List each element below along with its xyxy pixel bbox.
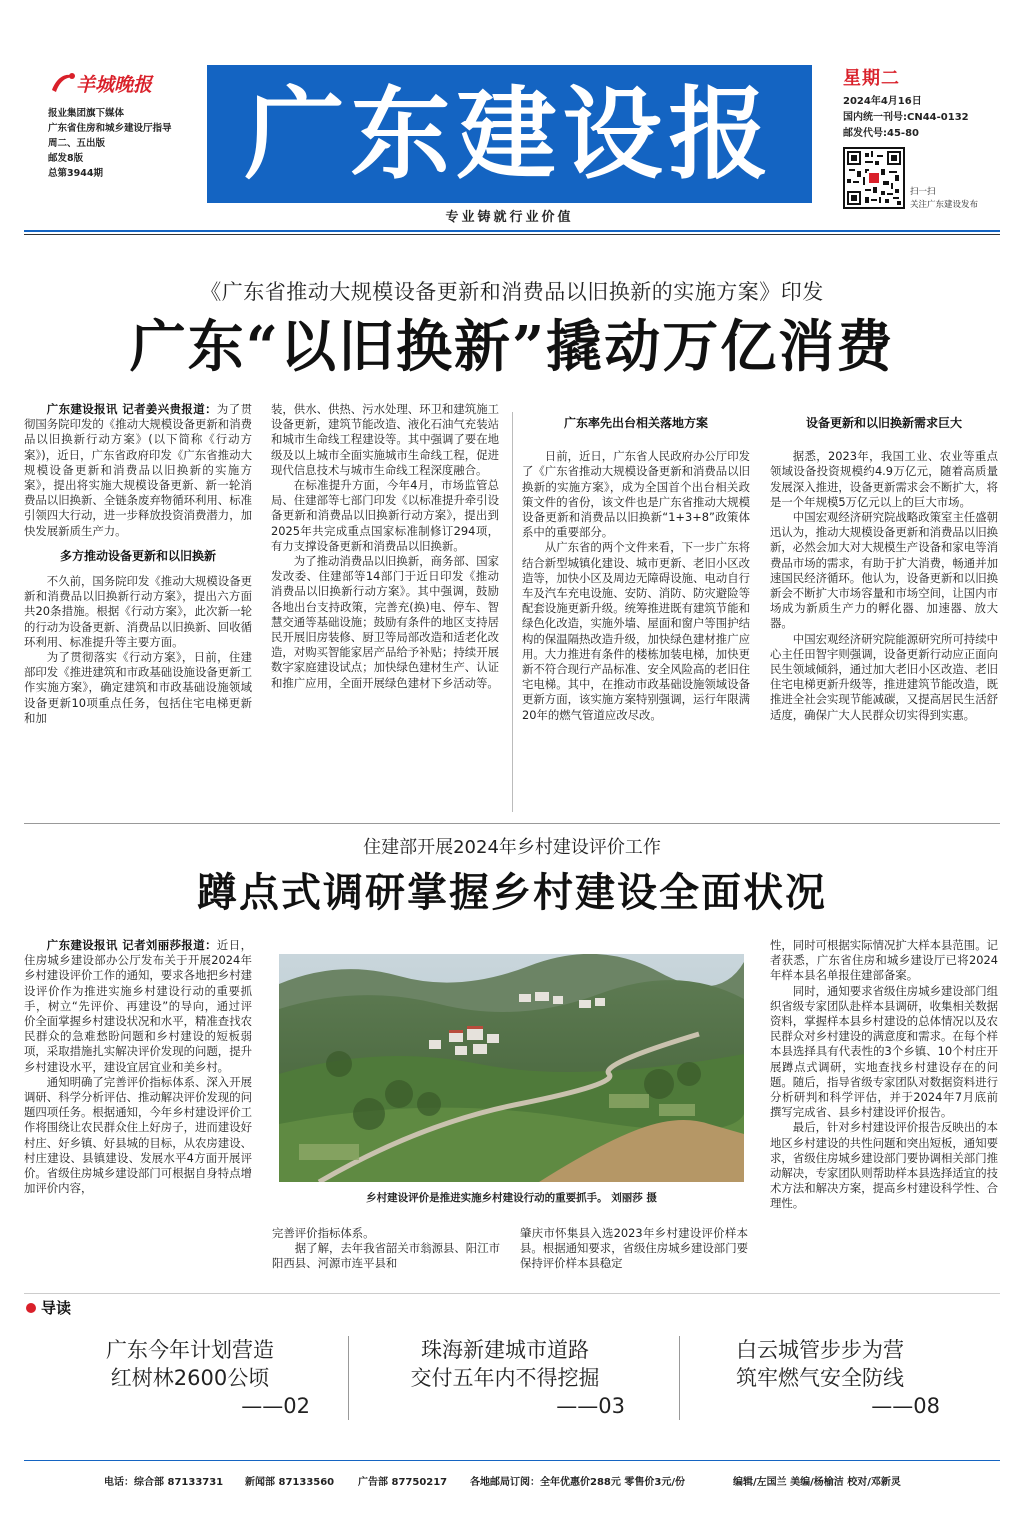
- guide-title: 导读: [41, 1299, 72, 1317]
- meta-line: 邮发8版: [48, 153, 84, 164]
- article2-paragraph: 完善评价指标体系。: [272, 1226, 375, 1240]
- article1-paragraph: 日前，近日，广东省人民政府办公厅印发了《广东省推动大规模设备更新和消费品以旧换新的实施方案》，成为全国首个出台相关政策文件的省份，该文件也是广东省推动大规模设备更新和消费品以旧换新“1+3+8”政策体系中的重要部分。: [522, 449, 750, 540]
- meta-line: 报业集团旗下媒体: [48, 108, 125, 119]
- guide-item-line2: 筑牢燃气安全防线: [736, 1366, 904, 1390]
- postal-code: 邮发代号:45-80: [843, 128, 919, 139]
- guide-bullet-icon: [26, 1303, 36, 1313]
- newspaper-title: 广东建设报: [244, 75, 775, 193]
- article2-column-4: [770, 938, 998, 1278]
- qr-label-line2: 关注广东建设发布: [910, 200, 979, 210]
- masthead-right-meta: [843, 94, 969, 142]
- guide-separator: [348, 1336, 349, 1420]
- guide-item-line1: 广东今年计划营造: [106, 1338, 274, 1362]
- article1-paragraph: 不久前，国务院印发《推动大规模设备更新和消费品以旧换新行动方案》，提出六方面共20条措施。根据《行动方案》，此次新一轮的行动为设备更新、消费品以旧换新、回收循环利用、标准提升等主要方面。: [24, 574, 252, 649]
- article2-paragraph: 最后，针对乡村建设评价报告反映出的本地区乡村建设的共性问题和突出短板，通知要求，省级住房城乡建设部门要协调相关部门推动解决，专家团队则帮助样本县选择适宜的技术方法和解决方案，提高乡村建设科学性、合理性。: [770, 1120, 998, 1211]
- article1-paragraph: 为了贯彻落实《行动方案》，日前，住建部印发《推进建筑和市政基础设施设备更新工作实施方案》，确定建筑和市政基础设施领域设备更新10项重点任务，包括住宅电梯更新和加: [24, 650, 252, 725]
- article2-paragraph: 据了解，去年我省韶关市翁源县、阳江市阳西县、河源市连平县和: [272, 1241, 500, 1271]
- article1-column-1: [24, 402, 252, 812]
- footer-news: 新闻部 87133560: [245, 1477, 335, 1488]
- guide-item-page: ——03: [556, 1394, 625, 1418]
- masthead-motto: 专业铸就行业价值: [445, 210, 574, 225]
- article1-paragraph: 据悉，2023年，我国工业、农业等重点领域设备投资规模约4.9万亿元，随着高质量发展深入推进，设备更新需求会不断扩大，将是一个年规模5万亿元以上的巨大市场。: [770, 449, 998, 509]
- guide-item[interactable]: [355, 1336, 655, 1420]
- qr-label-line1: 扫一扫: [910, 187, 936, 197]
- article1-kicker: 《广东省推动大规模设备更新和消费品以旧换新的实施方案》印发: [200, 280, 824, 304]
- meta-line: 周二、五出版: [48, 138, 106, 149]
- guide-item-page: ——08: [871, 1394, 940, 1418]
- article1-paragraph: 为了贯彻国务院印发的《推动大规模设备更新和消费品以旧换新行动方案》(以下简称《行动方案》)，近日，广东省政府印发《广东省推动大规模设备更新和消费品以旧换新的实施方案》，提出将实施大规模设备更新、新一轮消费品以旧换新、全链条废弃物循环利用、标准引领四大行动，进一步释放投资消费潜力，加快发展新质生产力。: [24, 402, 252, 538]
- article2-paragraph: 近日，住房城乡建设部办公厅发布关于开展2024年乡村建设评价工作的通知，要求各地把乡村建设评价作为推进实施乡村建设行动的重要抓手，树立“先评价、再建设”的导向，通过评价全面掌握乡村建设状况和水平，精准查找农民群众的急难愁盼问题和乡村建设的短板弱项，采取措施扎实解决评价发现的问题，提升乡村建设水平，建设宜居宜业和美乡村。: [24, 938, 252, 1074]
- footer-editors: 编辑/左国兰 美编/杨榆洁 校对/邓新灵: [733, 1477, 901, 1488]
- article2-kicker: 住建部开展2024年乡村建设评价工作: [363, 837, 661, 858]
- meta-line: 总第3944期: [48, 168, 103, 179]
- article1-column-2: [271, 402, 499, 812]
- guide-item[interactable]: [670, 1336, 970, 1420]
- qr-code-icon[interactable]: [843, 147, 905, 209]
- guide-item[interactable]: [40, 1336, 340, 1420]
- masthead-divider: [24, 230, 1000, 232]
- qr-label: [910, 186, 978, 212]
- photo-caption: 乡村建设评价是推进实施乡村建设行动的重要抓手。 刘丽莎 摄: [366, 1192, 657, 1204]
- masthead-banner: [207, 65, 812, 203]
- footer-subscribe: 各地邮局订阅：全年优惠价288元 零售价3元/份: [470, 1477, 685, 1488]
- article1-column-4: [770, 408, 998, 812]
- article2-paragraph: 同时，通知要求省级住房城乡建设部门组织省级专家团队赴样本县调研，收集相关数据资料，掌握样本县乡村建设的总体情况以及农民群众对乡村建设的满意度和需求。在每个样本县选择具有代表性的3个乡镇、10个村庄开展蹲点式调研，实地查找乡村建设存在的问题。随后，指导省级专家团队对数据资料进行分析研判和科学评估，并于2024年7月底前撰写完成省、县乡村建设评价报告。: [770, 983, 998, 1120]
- article1-paragraph: 装，供水、供热、污水处理、环卫和建筑施工设备更新，建筑节能改造、液化石油气充装站和城市生命线工程建设等。其中强调了要在地级及以上城市全面实施城市生命线工程，促进现代信息技术与城市生命线工程深度融合。: [271, 402, 499, 477]
- guide-item-line2: 红树林2600公顷: [110, 1366, 270, 1390]
- article1-byline: 广东建设报讯 记者姜兴贵报道：: [46, 402, 217, 416]
- cn-number: 国内统一刊号:CN44-0132: [843, 112, 969, 123]
- meta-line: 广东省住房和城乡建设厅指导: [48, 123, 172, 134]
- logo-text: 羊城晚报: [76, 74, 153, 96]
- article1-paragraph: 中国宏观经济研究院战略政策室主任盛朝迅认为，推动大规模设备更新和消费品以旧换新，必然会加大对大规模生产设备和家电等消费品市场的需求，有助于扩大消费，畅通并加速国民经济循环。他认为，设备更新和以旧换新会不断扩大市场容量和市场空间，让国内市场成为新质生产力的孵化器、加速器、放大器。: [770, 510, 998, 631]
- article1-subhead: 广东率先出台相关落地方案: [563, 416, 708, 430]
- article1-column-3: [522, 408, 750, 812]
- yangcheng-logo: [48, 68, 178, 98]
- article2-paragraph: 性，同时可根据实际情况扩大样本县范围。记者获悉，广东省住房和城乡建设厅已将2024年样本县名单报住建部备案。: [770, 938, 998, 983]
- article2-column-2: [272, 1226, 500, 1276]
- guide-item-line1: 珠海新建城市道路: [421, 1338, 589, 1362]
- article2-paragraph: 通知明确了完善评价指标体系、深入开展调研、科学分析评估、推动解决评价发现的问题四项任务。根据通知，今年乡村建设评价工作将围绕让农民群众住上好房子，进而建设好村庄、好乡镇、好县城的目标，从农房建设、村庄建设、县镇建设、发展水平4方面开展评价。省级住房城乡建设部门可根据自身特点增加评价内容，: [24, 1074, 252, 1196]
- masthead-divider-thin: [24, 234, 1000, 235]
- guide-divider: [24, 1293, 1000, 1294]
- article1-subhead: 多方推动设备更新和以旧换新: [59, 548, 216, 563]
- issue-date: 2024年4月16日: [843, 96, 922, 107]
- guide-item-page: ——02: [241, 1394, 310, 1418]
- guide-item-line1: 白云城管步步为营: [736, 1338, 904, 1362]
- article2-headline: 蹲点式调研掌握乡村建设全面状况: [197, 869, 827, 916]
- guide-item-line2: 交付五年内不得挖掘: [410, 1366, 600, 1390]
- footer-phone: 电话：综合部 87133731: [104, 1477, 224, 1488]
- masthead-left-meta: [48, 106, 172, 181]
- village-photo: [279, 954, 744, 1182]
- article2-byline: 广东建设报讯 记者刘丽莎报道：: [46, 938, 217, 952]
- article1-headline: 广东“以旧换新”撬动万亿消费: [129, 314, 895, 380]
- article2-column-1: [24, 938, 252, 1278]
- article1-paragraph: 为了推动消费品以旧换新，商务部、国家发改委、住建部等14部门于近日印发《推动消费品以旧换新行动方案》。其中强调，鼓励各地出台支持政策，完善充(换)电、停车、智慧交通等基础设施；鼓励有条件的地区支持居民开展旧房装修、厨卫等局部改造和适老化改造，对购买智能家居产品给予补贴；持续开展数字家庭建设试点；加快绿色建材生产、认证和推广应用，全面开展绿色建材下乡活动等。: [271, 554, 499, 690]
- issue-weekday: 星期二: [843, 68, 900, 89]
- article1-subhead: 设备更新和以旧换新需求巨大: [805, 416, 962, 430]
- village-landscape-image: [279, 954, 744, 1182]
- footer-ads: 广告部 87750217: [358, 1477, 448, 1488]
- article2-column-3: [520, 1226, 748, 1276]
- article1-paragraph: 从广东省的两个文件来看，下一步广东将结合新型城镇化建设、城市更新、老旧小区改造等，加快小区及周边无障碍设施、电动自行车及汽车充电设施、安防、消防、防灾避险等配套设施更新升级。统筹推进既有建筑节能和绿色化改造，实施外墙、屋面和窗户等围护结构的保温隔热改造升级，加快绿色建材推广应用。大力推进有条件的楼栋加装电梯，加快更新不符合现行产品标准、安全风险高的老旧住宅电梯。其中，在推动市政基础设施领域设备更新方面，该实施方案特别强调，运行年限满20年的燃气管道应改尽改。: [522, 540, 750, 722]
- section-divider: [24, 823, 1000, 824]
- column-divider: [512, 412, 513, 812]
- article1-paragraph: 在标准提升方面，今年4月，市场监管总局、住建部等七部门印发《以标准提升牵引设备更新和消费品以旧换新行动方案》，提出到2025年共完成重点国家标准制修订294项，有力支撑设备更新和消费品以旧换新。: [271, 478, 499, 553]
- footer-divider: [24, 1460, 1000, 1461]
- article1-paragraph: 中国宏观经济研究院能源研究所可持续中心主任田智宇则强调，设备更新行动应正面向民生领域倾斜，通过加大老旧小区改造、老旧住宅电梯更新升级等，推进建筑节能改造，既推进全社会实现节能减碳，又提高居民生活舒适度，确保广大人民群众切实得到实惠。: [770, 631, 998, 722]
- article2-paragraph: 肇庆市怀集县入选2023年乡村建设评价样本县。根据通知要求，省级住房城乡建设部门要保持评价样本县稳定: [520, 1226, 748, 1271]
